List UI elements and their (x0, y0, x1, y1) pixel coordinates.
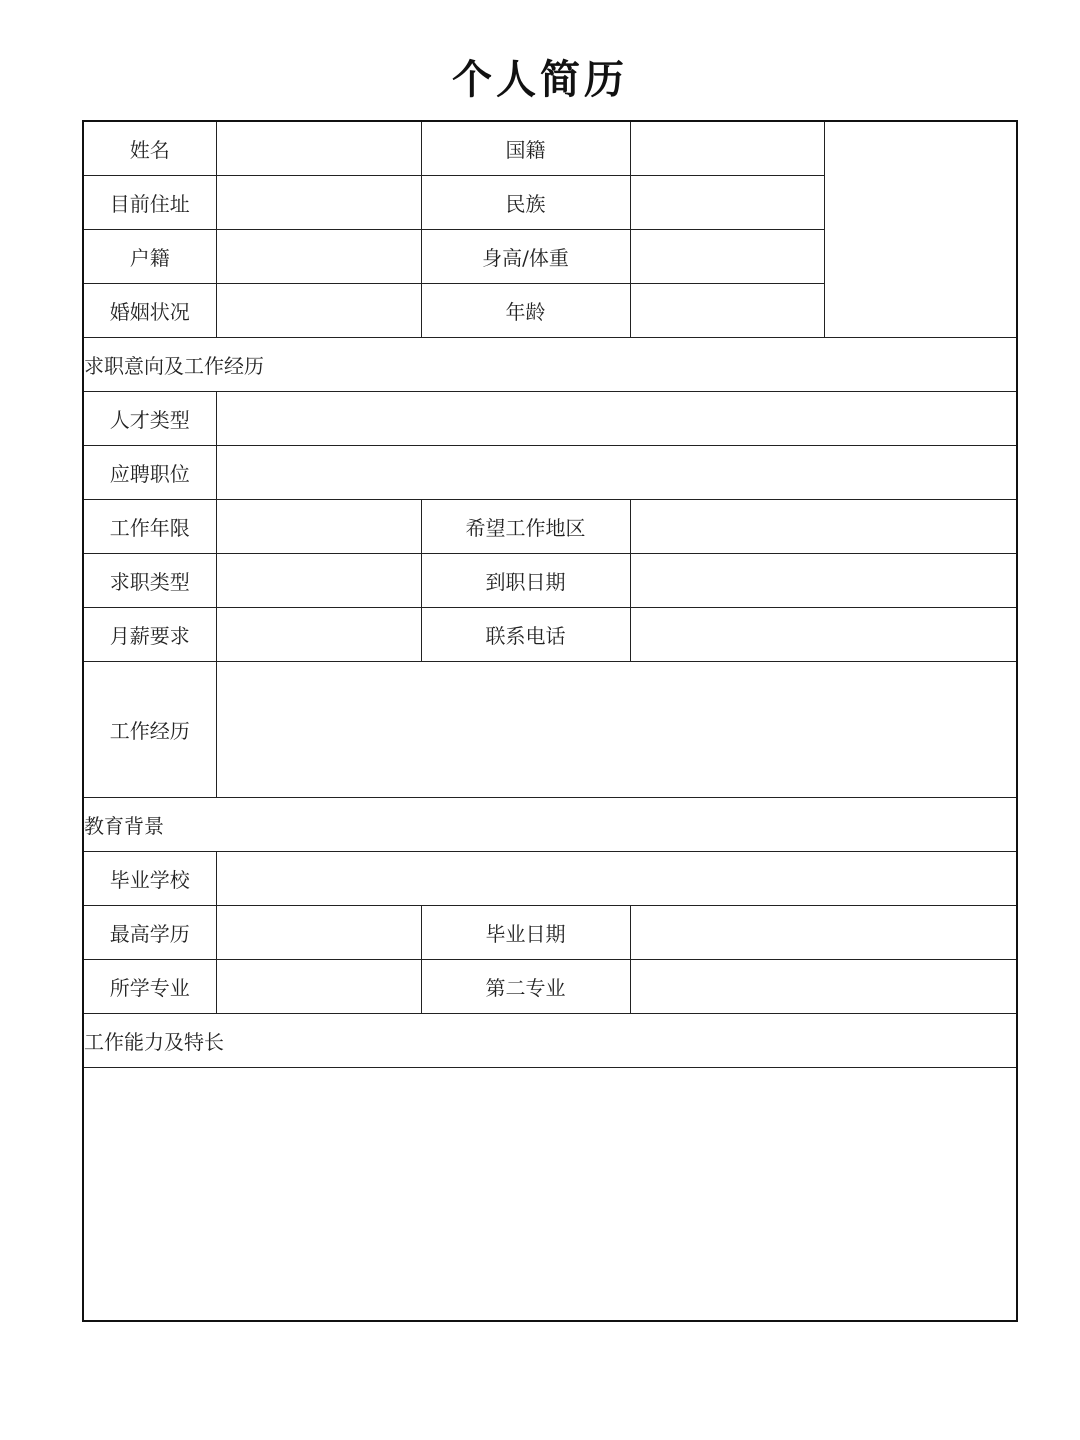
work-years-label: 工作年限 (83, 500, 216, 554)
skills-section-title: 工作能力及特长 (83, 1014, 1017, 1068)
phone-label: 联系电话 (421, 608, 630, 662)
skills-field[interactable] (83, 1068, 1017, 1322)
education-section-title: 教育背景 (83, 798, 1017, 852)
height-weight-field[interactable] (630, 230, 824, 284)
ethnicity-label: 民族 (421, 176, 630, 230)
position-field[interactable] (216, 446, 1017, 500)
photo-area[interactable] (824, 121, 1017, 338)
ethnicity-field[interactable] (630, 176, 824, 230)
talent-type-label: 人才类型 (83, 392, 216, 446)
graduation-date-field[interactable] (630, 906, 1017, 960)
nationality-label: 国籍 (421, 121, 630, 176)
marital-status-label: 婚姻状况 (83, 284, 216, 338)
position-label: 应聘职位 (83, 446, 216, 500)
name-field[interactable] (216, 121, 421, 176)
page-title: 个人简历 (452, 56, 628, 103)
degree-field[interactable] (216, 906, 421, 960)
degree-label: 最高学历 (83, 906, 216, 960)
name-label: 姓名 (83, 121, 216, 176)
job-type-label: 求职类型 (83, 554, 216, 608)
work-experience-label: 工作经历 (83, 662, 216, 798)
start-date-field[interactable] (630, 554, 1017, 608)
graduation-date-label: 毕业日期 (421, 906, 630, 960)
hukou-field[interactable] (216, 230, 421, 284)
second-major-label: 第二专业 (421, 960, 630, 1014)
resume-form-table (82, 120, 1018, 1322)
salary-field[interactable] (216, 608, 421, 662)
work-experience-field[interactable] (216, 662, 1017, 798)
salary-label: 月薪要求 (83, 608, 216, 662)
age-label: 年龄 (421, 284, 630, 338)
school-label: 毕业学校 (83, 852, 216, 906)
desired-location-field[interactable] (630, 500, 1017, 554)
school-field[interactable] (216, 852, 1017, 906)
second-major-field[interactable] (630, 960, 1017, 1014)
job-section-title: 求职意向及工作经历 (83, 338, 1017, 392)
nationality-field[interactable] (630, 121, 824, 176)
hukou-label: 户籍 (83, 230, 216, 284)
major-field[interactable] (216, 960, 421, 1014)
marital-status-field[interactable] (216, 284, 421, 338)
phone-field[interactable] (630, 608, 1017, 662)
major-label: 所学专业 (83, 960, 216, 1014)
desired-location-label: 希望工作地区 (421, 500, 630, 554)
address-field[interactable] (216, 176, 421, 230)
talent-type-field[interactable] (216, 392, 1017, 446)
job-type-field[interactable] (216, 554, 421, 608)
work-years-field[interactable] (216, 500, 421, 554)
start-date-label: 到职日期 (421, 554, 630, 608)
age-field[interactable] (630, 284, 824, 338)
address-label: 目前住址 (83, 176, 216, 230)
height-weight-label: 身高/体重 (421, 230, 630, 284)
